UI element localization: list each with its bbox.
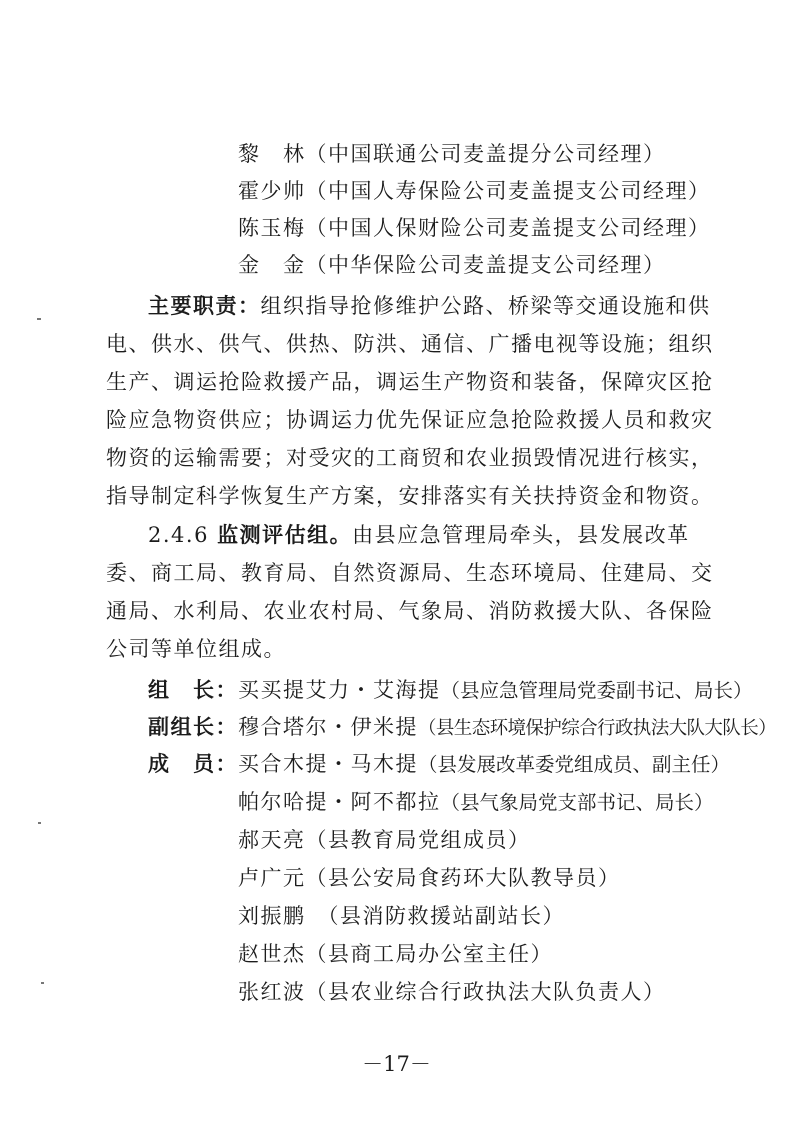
duties-line: 生产、调运抢险救援产品，调运生产物资和装备，保障灾区抢 bbox=[106, 370, 714, 394]
member-name: 帕尔哈提・阿不都拉 bbox=[238, 790, 441, 814]
duties-line: 险应急物资供应；协调运力优先保证应急抢险救援人员和救灾 bbox=[106, 408, 714, 432]
leader-role: （县应急管理局党委副书记、局长） bbox=[440, 679, 753, 702]
duties-text: 组织指导抢修维护公路、桥梁等交通设施和供 bbox=[260, 294, 711, 318]
member-role: （县消防救援站副站长） bbox=[305, 904, 565, 928]
member-row bbox=[238, 902, 565, 930]
member-role: （中华保险公司麦盖提支公司经理） bbox=[305, 253, 666, 277]
deputy-row bbox=[148, 713, 776, 743]
member-row bbox=[238, 864, 621, 892]
member-row bbox=[238, 788, 714, 817]
member-role: （县商工局办公室主任） bbox=[305, 942, 553, 966]
section-title: 监测评估组。 bbox=[217, 522, 353, 547]
duties-line bbox=[148, 292, 711, 320]
member-row bbox=[238, 251, 666, 279]
deputy-name: 穆合塔尔・伊米提 bbox=[238, 715, 418, 739]
member-role: （中国人保财险公司麦盖提支公司经理） bbox=[305, 216, 711, 240]
member-row bbox=[148, 750, 730, 779]
member-role: （中国联通公司麦盖提分公司经理） bbox=[305, 142, 666, 166]
member-name: 卢广元 bbox=[238, 866, 306, 890]
leader-label: 组 长： bbox=[148, 677, 238, 702]
member-name: 黎 林 bbox=[238, 142, 306, 166]
section-line: 公司等单位组成。 bbox=[106, 637, 286, 661]
member-name: 刘振鹏 bbox=[238, 904, 306, 928]
scan-speck bbox=[41, 982, 44, 984]
section-line: 通局、水利局、农业农村局、气象局、消防救援大队、各保险 bbox=[106, 599, 714, 623]
member-role: （中国人寿保险公司麦盖提支公司经理） bbox=[305, 179, 711, 203]
duties-line: 电、供水、供气、供热、防洪、通信、广播电视等设施；组织 bbox=[106, 332, 714, 356]
scan-speck bbox=[37, 318, 41, 320]
section-number: 2.4.6 bbox=[148, 523, 209, 547]
member-name: 买合木提・马木提 bbox=[238, 752, 418, 776]
member-row bbox=[238, 140, 666, 168]
member-role: （县教育局党组成员） bbox=[305, 828, 531, 852]
member-name: 金 金 bbox=[238, 253, 306, 277]
deputy-role: （县生态环境保护综合行政执法大队大队长） bbox=[418, 718, 777, 739]
section-text: 由县应急管理局牵头，县发展改革 bbox=[352, 523, 690, 547]
member-row bbox=[238, 978, 666, 1006]
member-row bbox=[238, 940, 553, 968]
member-row bbox=[238, 177, 711, 205]
duties-line: 物资的运输需要；对受灾的工商贸和农业损毁情况进行核实， bbox=[106, 446, 714, 470]
member-name: 陈玉梅 bbox=[238, 216, 306, 240]
member-row bbox=[238, 214, 711, 242]
member-role: （县发展改革委党组成员、副主任） bbox=[418, 753, 731, 776]
member-role: （县公安局食药环大队教导员） bbox=[305, 866, 621, 890]
page-number: －17－ bbox=[362, 1052, 431, 1076]
member-role: （县气象局党支部书记、局长） bbox=[440, 791, 714, 814]
scan-speck bbox=[38, 822, 41, 824]
member-role: （县农业综合行政执法大队负责人） bbox=[305, 980, 666, 1004]
duties-line: 指导制定科学恢复生产方案，安排落实有关扶持资金和物资。 bbox=[106, 484, 714, 508]
member-name: 张红波 bbox=[238, 980, 306, 1004]
member-name: 霍少帅 bbox=[238, 179, 306, 203]
member-name: 赵世杰 bbox=[238, 942, 306, 966]
section-line: 委、商工局、教育局、自然资源局、生态环境局、住建局、交 bbox=[106, 561, 714, 585]
leader-name: 买买提艾力・艾海提 bbox=[238, 678, 441, 702]
member-name: 郝天亮 bbox=[238, 828, 306, 852]
members-label: 成 员： bbox=[148, 751, 238, 776]
duties-label: 主要职责： bbox=[148, 293, 261, 318]
member-row bbox=[238, 826, 531, 854]
deputy-label: 副组长： bbox=[148, 714, 238, 739]
leader-row bbox=[148, 676, 753, 705]
section-heading-line bbox=[148, 521, 690, 549]
